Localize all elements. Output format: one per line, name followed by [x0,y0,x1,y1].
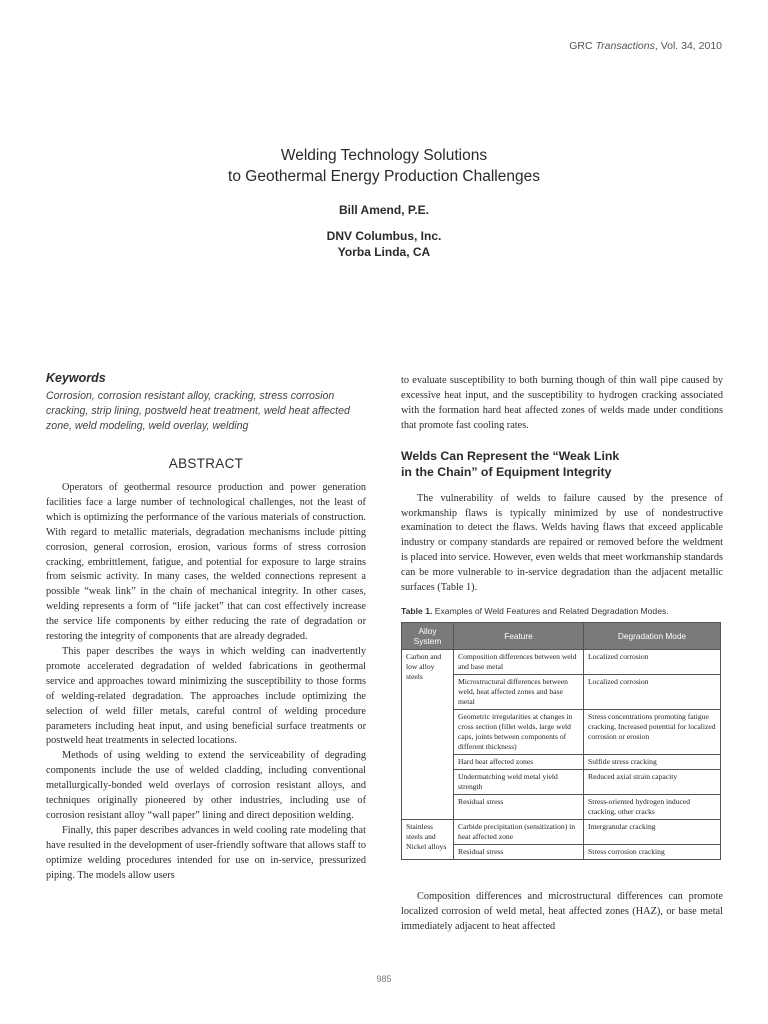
degradation-table [401,622,721,860]
section-heading-line-2: in the Chain” of Equipment Integrity [401,464,612,479]
table-caption-text: Examples of Weld Features and Related Degradation Modes. [432,605,669,616]
mode-cell: Localized corrosion [584,674,721,709]
feature-cell: Undermatching weld metal yield strength [454,769,584,794]
section-heading-line-1: Welds Can Represent the “Weak Link [401,448,620,463]
mode-cell: Stress concentrations promoting fatigue cracking, Increased potential for localized corrosion or erosion [584,709,721,754]
paper-title-line-2: to Geothermal Energy Production Challenges [228,168,540,185]
table-row [402,649,721,674]
keywords-heading: Keywords [46,371,106,385]
journal-ref-suffix: , Vol. 34, 2010 [654,40,722,52]
paper-title-line-1: Welding Technology Solutions [280,147,488,164]
section-paragraph: The vulnerability of welds to failure caused by the presence of workmanship flaws is typically minimized by use of nondestructive examination to detect the flaws. Welds having flaws that exceed applicable industry or company standards are repaired or removed before the weldment is placed into service. However, even welds that meet workmanship standards can be more vulnerable to in-service degradation than the adjacent metallic surfaces (Table 1). [401,492,723,594]
continuation-paragraph: to evaluate susceptibility to both burning though of thin wall pipe caused by excessive heat input, and the susceptibility to hydrogen cracking associated with the formation hard heat affected zones of welds made under conditions that promote fast cooling rates. [401,375,723,431]
header-degradation-mode: Degradation Mode [584,622,721,649]
journal-ref-prefix: GRC [569,40,596,52]
mode-cell: Localized corrosion [584,649,721,674]
header-alloy-system: Alloy System [402,622,454,649]
mode-cell: Reduced axial strain capacity [584,769,721,794]
affiliation-line-2: Yorba Linda, CA [337,245,431,259]
mode-cell: Sulfide stress cracking [584,754,721,769]
alloy-cell: Carbon and low alloy steels [402,649,454,819]
title-block [0,145,768,260]
section-heading [401,448,723,480]
left-column [46,371,366,883]
page-number: 985 [376,974,392,984]
mode-cell: Stress corrosion cracking [584,844,721,859]
abstract-paragraph: Operators of geothermal resource production and power generation facilities face a large number of technological challenges, not the least of which is optimizing the performance of the various materials of construction. With regard to metallic materials, degradation mechanisms include pitting corrosion, general corrosion, erosion, various forms of stress corrosion cracking, embrittlement, fatigue, and potential for exposure to large strains from seismic activity. In many cases, the welded connections represent a possible “weak link” in the chain of mechanical integrity. In other cases, welding represents a form of “life jacket” that can cost effectively increase the service life components by either reducing the rate of degradation or restoring the integrity of components that are already degraded. [46,482,366,643]
feature-cell: Microstructural differences between weld, heat affected zones and base metal [454,674,584,709]
feature-cell: Residual stress [454,844,584,859]
alloy-cell: Stainless steels and Nickel alloys [402,819,454,859]
header-feature: Feature [454,622,584,649]
feature-cell: Hard heat affected zones [454,754,584,769]
journal-reference [569,40,722,52]
author-name: Bill Amend, P.E. [338,203,430,217]
table-caption [401,606,723,616]
abstract-heading: ABSTRACT [168,456,244,471]
mode-cell: Stress-oriented hydrogen induced cracking, other cracks [584,794,721,819]
keywords-text: Corrosion, corrosion resistant alloy, cracking, stress corrosion cracking, strip lining, postweld heat treatment, weld heat affected zone, weld modeling, weld overlay, welding [46,390,350,432]
affiliation-line-1: DNV Columbus, Inc. [326,229,442,243]
table-caption-label: Table 1. [401,605,433,616]
feature-cell: Carbide precipitation (sensitization) in heat affected zone [454,819,584,844]
abstract-paragraph: Methods of using welding to extend the serviceability of degrading components include the use of welded cladding, including conventional metallurgically-bonded weld overlays of corrosion resistant alloys, and techniques originally pioneered by other industries, including use of corrosion resistant alloy “wall paper” lining and direct deposition welding. [46,750,366,821]
abstract-paragraph: This paper describes the ways in which welding can inadvertently promote accelerated degradation of welded fabrications in geothermal service and approaches toward minimizing the susceptibility to those forms of welding-related degradation. The approaches include optimizing the selection of weld filler metals, careful control of welding procedure parameters including heat input, and using beneficial surface treatments or postweld heat treatments in selected locations. [46,645,366,747]
mode-cell: Intergranular cracking [584,819,721,844]
journal-ref-name: Transactions [595,40,655,52]
table-header-row [402,622,721,649]
right-column [401,374,723,935]
feature-cell: Residual stress [454,794,584,819]
abstract-paragraph: Finally, this paper describes advances in weld cooling rate modeling that have resulted in the development of user-friendly software that allows staff to optimize welding procedures intended for use on in-service, pressurized piping. The models allow users [46,824,366,881]
feature-cell: Geometric irregularities at changes in cross section (fillet welds, large weld caps, joints between components of different thickness) [454,709,584,754]
closing-paragraph: Composition differences and microstructural differences can promote localized corrosion of weld metal, heat affected zones (HAZ), or base metal immediately adjacent to heat affected [401,890,723,932]
feature-cell: Composition differences between weld and base metal [454,649,584,674]
table-row [402,819,721,844]
